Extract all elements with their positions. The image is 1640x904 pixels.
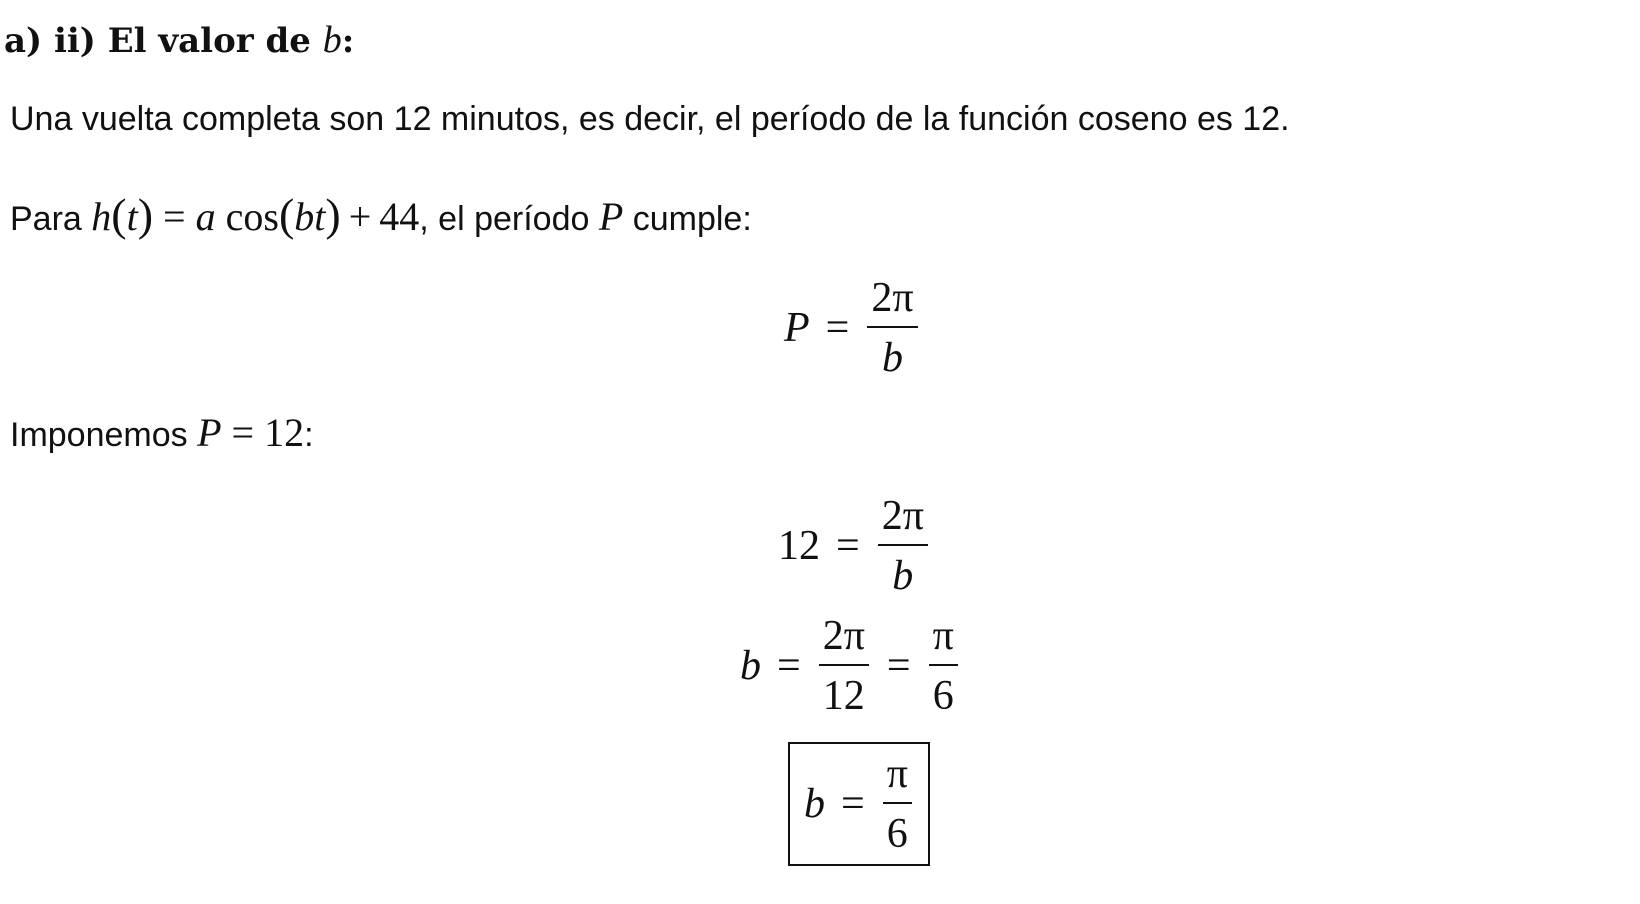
- math-value: 12: [264, 410, 305, 455]
- eq3-denominator-1: 12: [822, 673, 865, 720]
- eq3-fraction-1: [819, 614, 869, 718]
- eq3-fraction-2: [929, 614, 958, 718]
- eq2-fraction: [878, 494, 928, 598]
- math-P: P: [598, 194, 624, 239]
- math-equals: =: [231, 410, 255, 455]
- paragraph-period-statement: [10, 94, 1290, 144]
- math-plus: +: [348, 194, 372, 239]
- paragraph-prefix: Para: [10, 200, 92, 238]
- eq2-numerator: 2π: [878, 494, 928, 546]
- heading-variable: b: [322, 19, 342, 61]
- math-b: b: [294, 194, 315, 239]
- eq2-equals: =: [836, 523, 860, 570]
- result-equals: =: [841, 781, 865, 828]
- result-fraction: [883, 752, 912, 856]
- heading-prefix: a) ii) El valor de: [4, 21, 323, 61]
- equation-period-formula: [784, 276, 920, 380]
- math-a: a: [195, 194, 216, 239]
- eq1-lhs: P: [784, 305, 810, 352]
- inline-math-condition: [197, 410, 304, 455]
- eq2-denominator: b: [892, 553, 914, 600]
- paragraph-function-definition: [10, 190, 752, 244]
- heading-suffix: :: [341, 21, 355, 61]
- paragraph-text: Una vuelta completa son 12 minutos, es decir, el período de la función coseno es 12.: [10, 100, 1290, 138]
- result-lhs: b: [804, 781, 825, 828]
- paragraph-impose-period: [10, 408, 314, 460]
- paragraph-suffix: :: [304, 416, 314, 454]
- math-constant: 44: [379, 194, 420, 239]
- math-cos: cos: [225, 194, 279, 239]
- math-h: h: [91, 194, 112, 239]
- math-P: P: [197, 410, 222, 455]
- paragraph-mid: , el período: [419, 200, 599, 238]
- eq1-fraction: [867, 276, 917, 380]
- equation-solve-b: [740, 614, 960, 718]
- eq3-equals-2: =: [886, 643, 911, 690]
- math-t-2: t: [314, 194, 326, 239]
- eq2-lhs: 12: [778, 523, 820, 570]
- section-heading: [4, 14, 354, 67]
- paragraph-prefix: Imponemos: [10, 416, 198, 454]
- result-denominator: 6: [886, 811, 908, 858]
- eq1-numerator: 2π: [867, 276, 917, 328]
- eq3-equals-1: =: [777, 643, 801, 690]
- eq3-numerator-1: 2π: [819, 614, 869, 666]
- eq3-lhs: b: [740, 643, 761, 690]
- eq1-denominator: b: [881, 335, 903, 382]
- eq1-equals: =: [825, 305, 850, 352]
- boxed-result: [788, 742, 930, 866]
- eq3-denominator-2: 6: [932, 673, 954, 720]
- inline-math-function: h(t) = a cos(bt) + 44: [91, 189, 420, 240]
- paragraph-suffix: cumple:: [623, 200, 752, 238]
- result-numerator: π: [883, 752, 912, 804]
- equation-impose: [778, 494, 930, 598]
- eq3-numerator-2: π: [929, 614, 958, 666]
- math-equals: =: [163, 194, 186, 239]
- math-t: t: [126, 194, 138, 239]
